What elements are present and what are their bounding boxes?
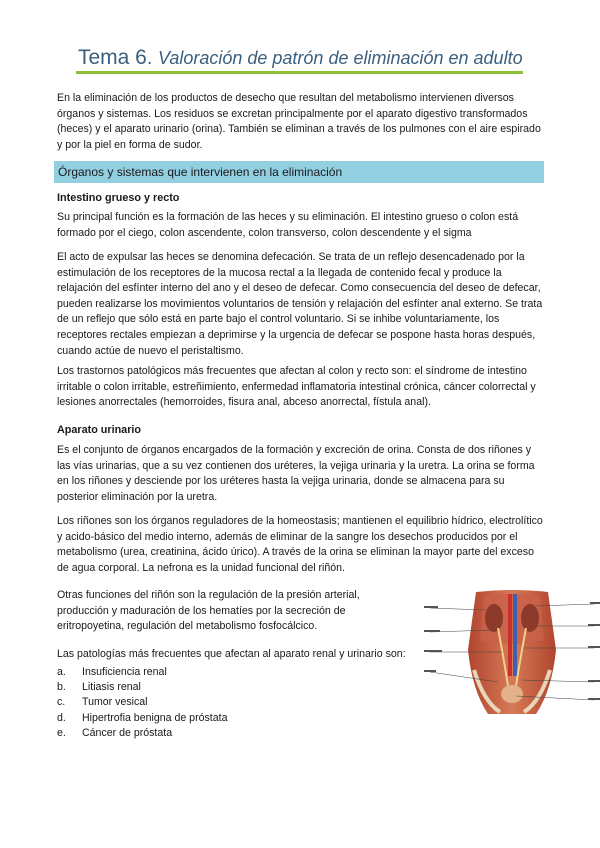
intestino-paragraph-2: El acto de expulsar las heces se denomina defecación. Se trata de un reflejo desencadenado por la estimulación de los receptores de la mucosa rectal a la llegada de contenido fecal y produce la relajación del esfínter interno del ano y el deseo de defecar. Como consecuencia del deseo de defecar, pueden realizarse los movimientos voluntarios de tensión y relajación del esfínter anal externo. Se trata de un reflejo que sólo está en parte bajo el control voluntario. Si se inhibe voluntariamente, los receptores rectales empiezan a deprimirse y la urgencia de defecar se pospone hasta horas después, cuando actúe de nuevo el peristaltismo. bbox=[57, 251, 543, 357]
title-number: Tema 6 bbox=[78, 46, 147, 69]
list-marker: a. bbox=[57, 666, 66, 678]
list-text: Cáncer de próstata bbox=[82, 726, 173, 739]
title-underline bbox=[76, 71, 523, 74]
pathology-list bbox=[57, 665, 227, 741]
list-text: Tumor vesical bbox=[82, 696, 148, 709]
list-item bbox=[57, 665, 227, 680]
urinary-anatomy-figure bbox=[424, 590, 600, 715]
title-name: Valoración de patrón de eliminación en adulto bbox=[158, 48, 523, 68]
list-marker: c. bbox=[57, 696, 66, 709]
list-marker: d. bbox=[57, 711, 66, 724]
list-text: Insuficiencia renal bbox=[82, 666, 167, 678]
urinario-paragraph-3: Otras funciones del riñón son la regulación de la presión arterial, producción y maduración de los hematíes por la secreción de eritropoyetina, regulación del metabolismo fosfocálcico. bbox=[57, 589, 360, 633]
list-marker: b. bbox=[57, 681, 66, 694]
urinario-paragraph-2: Los riñones son los órganos reguladores de la homeostasis; mantienen el equilibrio hídrico, electrolítico y acido-básico del medio interno, además de eliminar de la sangre los desechos producidos por el metabolismo (urea, creatinina, ácido úrico). A través de la orina se eliminan la mayor parte del exceso de agua corporal. La nefrona es la unidad funcional del riñón. bbox=[57, 515, 543, 574]
list-item bbox=[57, 726, 227, 741]
urinary-anatomy-illustration-icon bbox=[424, 590, 600, 715]
intro-paragraph: En la eliminación de los productos de desecho que resultan del metabolismo intervienen diversos órganos y sistemas. Los residuos se excretan principalmente por el aparato digestivo transformados (heces) y el aparato urinario (orina). También se eliminan a través de los pulmones con el aire espirado y por la piel en forma de sudor. bbox=[57, 92, 541, 151]
list-text: Hipertrofia benigna de próstata bbox=[82, 711, 228, 724]
intestino-paragraph-3: Los trastornos patológicos más frecuentes que afectan al colon y recto son: el síndrome de intestino irritable o colon irritable, estreñimiento, enfermedad inflamatoria intestinal crónica, cáncer colorrectal y lesiones anorrectales (hemorroides, fisura anal, abceso anorrectal, fístula anal). bbox=[57, 365, 536, 409]
title-separator: . bbox=[146, 47, 158, 69]
list-text: Litiasis renal bbox=[82, 681, 141, 694]
list-marker: e. bbox=[57, 726, 66, 739]
urinario-paragraph-1: Es el conjunto de órganos encargados de la formación y excreción de orina. Consta de dos riñones y las vías urinarias, que a su vez contienen dos uréteres, la vejiga urinaria y la uretra. La orina se forma en los riñones y desciende por los uréteres hasta la vejiga urinaria, donde se almacena para su posterior eliminación por la uretra. bbox=[57, 444, 535, 503]
section-title: Órganos y sistemas que intervienen en la eliminación bbox=[58, 165, 343, 179]
section-header-band bbox=[54, 161, 544, 183]
intestino-paragraph-1: Su principal función es la formación de las heces y su eliminación. El intestino grueso o colon está formado por el ciego, colon ascendente, colon transverso, colon descendente y el sigma bbox=[57, 211, 519, 239]
subheading-intestino: Intestino grueso y recto bbox=[57, 192, 180, 204]
page-title bbox=[78, 46, 523, 70]
subheading-urinario: Aparato urinario bbox=[57, 424, 141, 436]
list-item bbox=[57, 680, 227, 695]
urinario-paragraph-4: Las patologías más frecuentes que afectan al aparato renal y urinario son: bbox=[57, 648, 406, 660]
list-item bbox=[57, 711, 227, 726]
list-item bbox=[57, 695, 227, 710]
